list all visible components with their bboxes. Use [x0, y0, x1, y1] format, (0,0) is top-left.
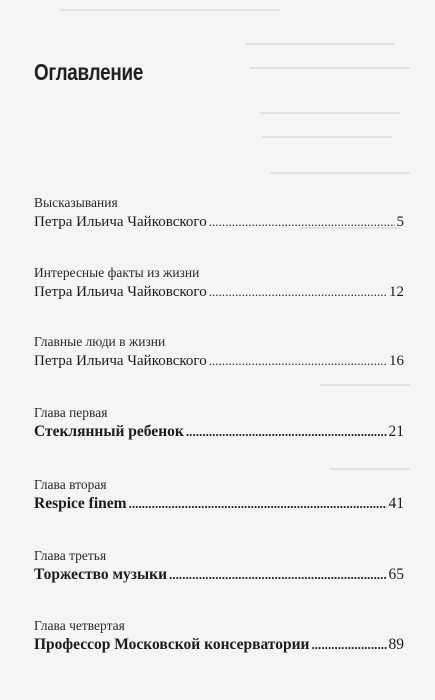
leader-dots: [129, 494, 387, 513]
toc-entry-label: Главные люди в жизни: [34, 334, 166, 349]
toc-entry-title: Петра Ильича Чайковского: [34, 353, 207, 369]
leader-dots: [311, 635, 386, 654]
show-through-line: [245, 43, 395, 45]
toc-entry-title: Профессор Московской консерватории: [34, 636, 310, 653]
toc-entry-label: Высказывания: [34, 195, 118, 210]
toc-entry[interactable]: [34, 617, 404, 654]
toc-heading: Оглавление: [34, 59, 144, 85]
show-through-line: [320, 384, 410, 386]
show-through-line: [262, 136, 392, 138]
toc-entry-title: Петра Ильича Чайковского: [34, 214, 207, 230]
leader-dots: [209, 282, 387, 302]
toc-page-number: 12: [389, 284, 404, 300]
leader-dots: [186, 422, 387, 441]
toc-entry-label: Интересные факты из жизни: [34, 265, 200, 280]
toc-entry[interactable]: [34, 547, 404, 584]
toc-entry-label: Глава первая: [34, 405, 108, 420]
toc-entry[interactable]: [34, 476, 404, 513]
toc-page-number: 21: [388, 423, 404, 440]
toc-entry[interactable]: [34, 264, 404, 302]
toc-entry-title: Петра Ильича Чайковского: [34, 284, 207, 300]
toc-entry-title: Торжество музыки: [34, 566, 167, 583]
leader-dots: [209, 351, 387, 371]
leader-dots: [169, 565, 387, 584]
show-through-line: [60, 9, 280, 11]
toc-entry-label: Глава третья: [34, 548, 107, 563]
toc-entry[interactable]: [34, 333, 404, 371]
show-through-line: [330, 468, 410, 470]
toc-entry[interactable]: [34, 194, 404, 232]
show-through-line: [250, 67, 410, 69]
toc-page-number: 41: [388, 495, 404, 512]
toc-entry-label: Глава вторая: [34, 477, 107, 492]
toc-entry-label: Глава четвертая: [34, 618, 125, 633]
toc-page-number: 5: [396, 214, 404, 230]
show-through-line: [270, 172, 410, 174]
toc-entry[interactable]: [34, 404, 404, 441]
toc-page-number: 65: [388, 566, 404, 583]
show-through-line: [260, 112, 400, 114]
toc-page-number: 89: [388, 636, 404, 653]
leader-dots: [209, 212, 395, 232]
toc-entry-title: Стеклянный ребенок: [34, 423, 184, 440]
toc-entry-title: Respice finem: [34, 495, 127, 512]
toc-page-number: 16: [389, 353, 404, 369]
